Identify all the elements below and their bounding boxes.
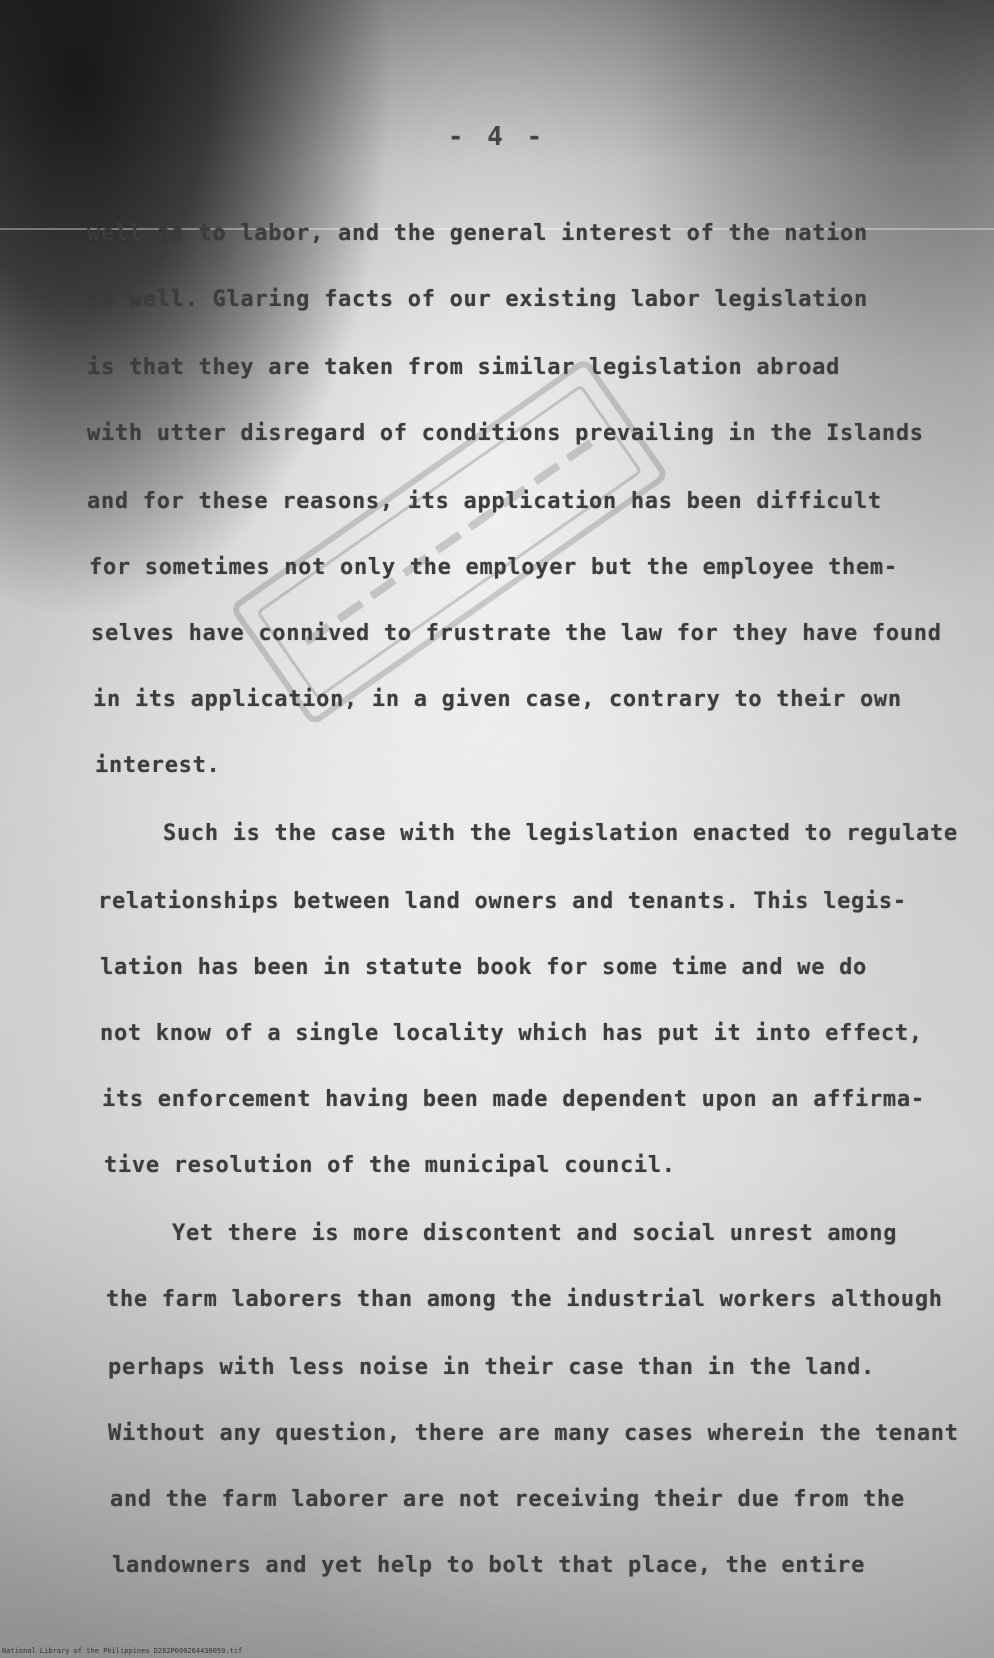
text-line-19: Without any question, there are many cases wherein the tenant bbox=[108, 1421, 959, 1446]
text-line-8: in its application, in a given case, contrary to their own bbox=[93, 687, 902, 712]
text-line-5: and for these reasons, its application has been difficult bbox=[87, 489, 882, 514]
text-line-4: with utter disregard of conditions prevailing in the Islands bbox=[87, 421, 924, 446]
text-line-16: Yet there is more discontent and social unrest among bbox=[172, 1221, 898, 1246]
text-line-2: as well. Glaring facts of our existing labor legislation bbox=[87, 287, 868, 312]
text-line-12: lation has been in statute book for some time and we do bbox=[100, 955, 867, 980]
text-line-20: and the farm laborer are not receiving their due from the bbox=[110, 1487, 905, 1512]
page-number: - 4 - bbox=[447, 122, 547, 152]
text-line-13: not know of a single locality which has put it into effect, bbox=[100, 1021, 923, 1046]
text-line-9: interest. bbox=[95, 753, 221, 778]
text-line-7: selves have connived to frustrate the law for they have found bbox=[91, 621, 942, 646]
text-line-6: for sometimes not only the employer but the employee them- bbox=[89, 555, 898, 580]
text-line-3: is that they are taken from similar legislation abroad bbox=[87, 355, 841, 380]
source-footer: National Library of the Philippines D282P000264430059.tif bbox=[2, 1647, 243, 1655]
text-line-18: perhaps with less noise in their case than in the land. bbox=[108, 1355, 875, 1380]
text-line-15: tive resolution of the municipal council. bbox=[104, 1153, 676, 1178]
text-line-17: the farm laborers than among the industrial workers although bbox=[106, 1287, 943, 1312]
text-line-10: Such is the case with the legislation enacted to regulate bbox=[163, 821, 958, 846]
text-line-21: landowners and yet help to bolt that place, the entire bbox=[112, 1553, 866, 1578]
text-line-1: well as to labor, and the general interest of the nation bbox=[87, 221, 868, 246]
text-line-14: its enforcement having been made dependent upon an affirma- bbox=[102, 1087, 925, 1112]
text-line-11: relationships between land owners and tenants. This legis- bbox=[98, 889, 907, 914]
